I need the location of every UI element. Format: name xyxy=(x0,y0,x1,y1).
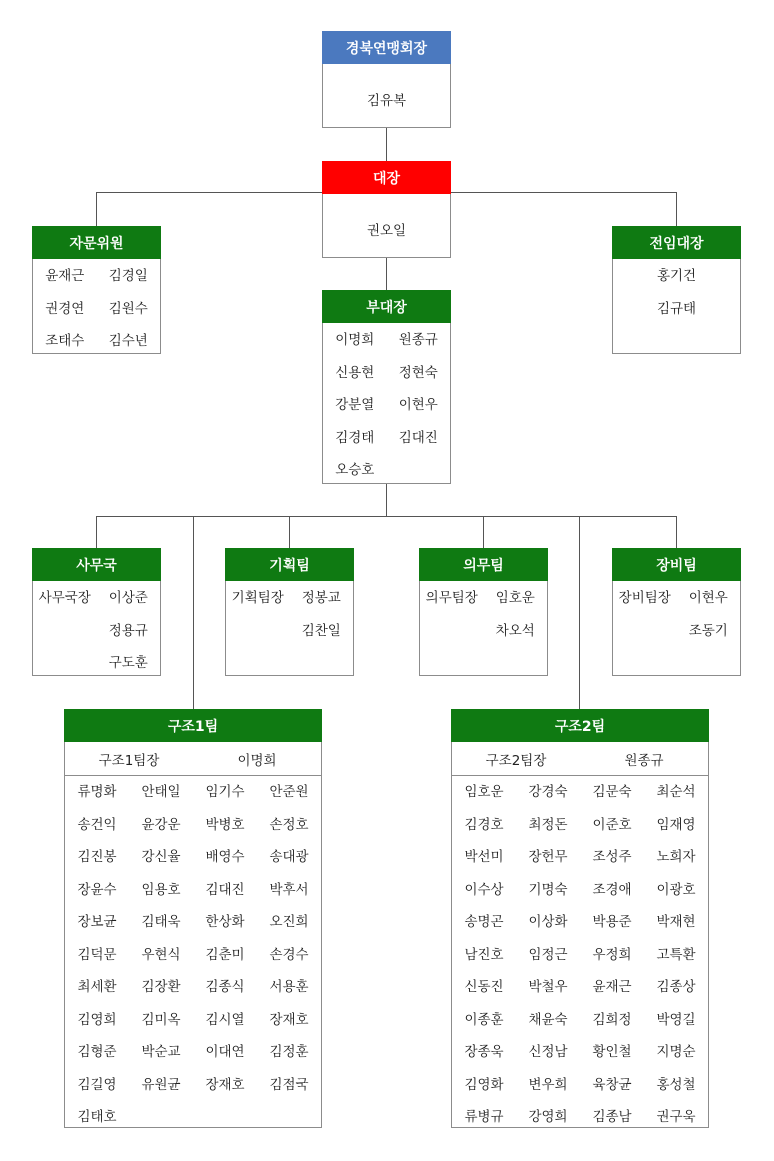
rescue1-member: 송건익 xyxy=(77,816,117,833)
connector-line xyxy=(96,192,97,227)
rescue2-member: 임호운 xyxy=(464,784,504,801)
connector-line xyxy=(676,192,677,227)
rescue2-member: 지명순 xyxy=(656,1044,696,1061)
rescue2-member: 장헌무 xyxy=(528,849,568,866)
president-name: 김유복 xyxy=(366,93,407,109)
connector-line xyxy=(386,128,387,162)
deputy-name: 신용현 xyxy=(335,364,375,381)
rescue2-member: 우정희 xyxy=(592,946,632,963)
rescue1-member: 김덕문 xyxy=(77,946,117,963)
rescue1-member: 김시열 xyxy=(205,1011,245,1028)
connector-line xyxy=(96,516,677,517)
full-time-box xyxy=(612,226,741,354)
rescue2-member: 강영희 xyxy=(528,1109,568,1126)
planning-cell: 김찬일 xyxy=(301,622,341,639)
rescue2-member: 이수상 xyxy=(464,881,504,898)
rescue2-member: 육창균 xyxy=(592,1076,632,1093)
admin-cell: 이상준 xyxy=(108,590,148,607)
rescue1-member: 유원균 xyxy=(141,1076,181,1093)
connector-line xyxy=(96,192,322,193)
rescue1-member: 안태일 xyxy=(141,784,181,801)
rescue2-member: 김희정 xyxy=(592,1011,632,1028)
rescue1-member: 손경수 xyxy=(269,946,309,963)
rescue2-member: 박용준 xyxy=(592,914,632,931)
planning-cell xyxy=(226,613,290,646)
rescue1-member: 오진희 xyxy=(269,914,309,931)
deputy-names xyxy=(323,322,450,485)
rescue1-member: 김진봉 xyxy=(77,849,117,866)
equipment-names xyxy=(613,580,740,645)
rescue1-member: 우현식 xyxy=(141,946,181,963)
rescue2-member: 김종남 xyxy=(592,1109,632,1126)
rescue2-lead-label: 구조2팀장 xyxy=(485,752,547,769)
rescue2-member: 이광호 xyxy=(656,881,696,898)
rescue2-member: 최정돈 xyxy=(528,816,568,833)
rescue2-member: 황인철 xyxy=(592,1044,632,1061)
rescue2-member: 김경호 xyxy=(464,816,504,833)
rescue1-member: 김형준 xyxy=(77,1044,117,1061)
rescue1-member: 배영수 xyxy=(205,849,245,866)
deputy-box xyxy=(322,290,451,484)
rescue2-member: 조성주 xyxy=(592,849,632,866)
leader-box xyxy=(322,161,451,258)
rescue1-member: 김미옥 xyxy=(141,1011,181,1028)
admin-box xyxy=(32,548,161,676)
rescue2-member: 장종욱 xyxy=(464,1044,504,1061)
connector-line xyxy=(289,516,290,548)
rescue1-member: 최세환 xyxy=(77,979,117,996)
rescue1-member: 박후서 xyxy=(269,881,309,898)
advisor-name: 김수년 xyxy=(108,333,148,350)
connector-line xyxy=(193,516,194,710)
deputy-title: 부대장 xyxy=(322,290,451,323)
deputy-name: 이현우 xyxy=(398,397,438,414)
deputy-name: 원종규 xyxy=(398,332,438,349)
rescue2-member: 박철우 xyxy=(528,979,568,996)
rescue2-member: 김종상 xyxy=(656,979,696,996)
rescue1-member: 류명화 xyxy=(77,784,117,801)
rescue1-lead-row xyxy=(65,742,321,776)
rescue2-lead-row xyxy=(452,742,708,776)
rescue1-box xyxy=(64,709,322,1128)
connector-line xyxy=(579,516,580,710)
rescue2-member: 채윤숙 xyxy=(528,1011,568,1028)
advisor-name: 김원수 xyxy=(108,300,148,317)
rescue1-member: 김대진 xyxy=(205,881,245,898)
rescue1-members xyxy=(65,774,321,1132)
rescue1-member: 김점국 xyxy=(269,1076,309,1093)
rescue2-member: 이준호 xyxy=(592,816,632,833)
connector-line xyxy=(386,258,387,290)
rescue1-member: 김춘미 xyxy=(205,946,245,963)
deputy-name: 정현숙 xyxy=(398,364,438,381)
rescue2-member: 남진호 xyxy=(464,946,504,963)
admin-cell xyxy=(33,613,97,646)
rescue2-member: 고특환 xyxy=(656,946,696,963)
rescue1-member: 박순교 xyxy=(141,1044,181,1061)
rescue2-member: 박선미 xyxy=(464,849,504,866)
leader-title: 대장 xyxy=(322,161,451,194)
rescue2-member: 류병규 xyxy=(464,1109,504,1126)
deputy-name: 오승호 xyxy=(335,462,375,479)
full-time-name: 김규태 xyxy=(656,300,697,317)
planning-names xyxy=(226,580,353,645)
rescue2-member: 임재영 xyxy=(656,816,696,833)
advisors-names xyxy=(33,258,160,356)
rescue1-member: 장보균 xyxy=(77,914,117,931)
rescue2-member: 권구욱 xyxy=(656,1109,696,1126)
rescue2-member: 이종훈 xyxy=(464,1011,504,1028)
rescue2-member: 송명곤 xyxy=(464,914,504,931)
rescue1-member: 김태호 xyxy=(77,1109,117,1126)
rescue1-member: 임기수 xyxy=(205,784,245,801)
rescue2-member: 윤재근 xyxy=(592,979,632,996)
deputy-name: 김대진 xyxy=(398,429,438,446)
equipment-box xyxy=(612,548,741,676)
admin-cell: 사무국장 xyxy=(38,590,91,607)
deputy-name: 이명희 xyxy=(335,332,375,349)
rescue2-member: 김영화 xyxy=(464,1076,504,1093)
rescue1-member: 임용호 xyxy=(141,881,181,898)
planning-box xyxy=(225,548,354,676)
advisor-name: 조태수 xyxy=(45,333,85,350)
medical-cell: 임호운 xyxy=(495,590,535,607)
rescue2-member: 박재현 xyxy=(656,914,696,931)
advisor-name: 윤재근 xyxy=(45,268,85,285)
admin-cell: 정용규 xyxy=(108,622,148,639)
connector-line xyxy=(483,516,484,548)
rescue1-title: 구조1팀 xyxy=(64,709,322,742)
rescue2-member: 홍성철 xyxy=(656,1076,696,1093)
rescue1-member: 이대연 xyxy=(205,1044,245,1061)
equipment-cell: 장비팀장 xyxy=(618,590,671,607)
rescue1-member: 김태욱 xyxy=(141,914,181,931)
rescue2-member: 임정근 xyxy=(528,946,568,963)
rescue1-member: 장재호 xyxy=(205,1076,245,1093)
medical-cell: 차오석 xyxy=(495,622,535,639)
rescue2-member: 이상화 xyxy=(528,914,568,931)
rescue2-member: 신동진 xyxy=(464,979,504,996)
rescue2-member: 박영길 xyxy=(656,1011,696,1028)
rescue2-member: 기명숙 xyxy=(528,881,568,898)
full-time-names xyxy=(613,258,740,323)
rescue1-member: 김장환 xyxy=(141,979,181,996)
rescue1-member: 송대광 xyxy=(269,849,309,866)
rescue2-box xyxy=(451,709,709,1128)
full-time-name: 홍기건 xyxy=(656,268,697,285)
planning-cell: 정봉교 xyxy=(301,590,341,607)
planning-title: 기획팀 xyxy=(225,548,354,581)
rescue2-member: 조경애 xyxy=(592,881,632,898)
deputy-name: 김경태 xyxy=(335,429,375,446)
advisors-title: 자문위원 xyxy=(32,226,161,259)
admin-title: 사무국 xyxy=(32,548,161,581)
rescue1-lead-label: 구조1팀장 xyxy=(98,752,160,769)
rescue1-member: 박병호 xyxy=(205,816,245,833)
rescue1-member: 김정훈 xyxy=(269,1044,309,1061)
deputy-name: 강분열 xyxy=(335,397,375,414)
medical-title: 의무팀 xyxy=(419,548,548,581)
rescue2-member: 최순석 xyxy=(656,784,696,801)
rescue1-member: 손정호 xyxy=(269,816,309,833)
rescue1-member: 김길영 xyxy=(77,1076,117,1093)
equipment-title: 장비팀 xyxy=(612,548,741,581)
equipment-cell: 조동기 xyxy=(688,622,728,639)
connector-line xyxy=(451,192,677,193)
rescue2-member: 변우희 xyxy=(528,1076,568,1093)
rescue1-member: 김종식 xyxy=(205,979,245,996)
rescue2-members xyxy=(452,774,708,1132)
equipment-cell: 이현우 xyxy=(688,590,728,607)
advisor-name: 권경연 xyxy=(45,300,85,317)
rescue2-lead-name: 원종규 xyxy=(624,752,664,769)
medical-cell xyxy=(420,613,484,646)
rescue1-member: 윤강운 xyxy=(141,816,181,833)
rescue1-member: 김영희 xyxy=(77,1011,117,1028)
president-box xyxy=(322,31,451,128)
planning-cell: 기획팀장 xyxy=(231,590,284,607)
rescue1-lead-name: 이명희 xyxy=(237,752,277,769)
rescue2-member: 강경숙 xyxy=(528,784,568,801)
rescue1-member: 강신율 xyxy=(141,849,181,866)
connector-line xyxy=(96,516,97,548)
full-time-title: 전임대장 xyxy=(612,226,741,259)
rescue1-member: 안준원 xyxy=(269,784,309,801)
president-title: 경북연맹회장 xyxy=(322,31,451,64)
leader-name: 권오일 xyxy=(366,223,407,239)
rescue1-member: 장윤수 xyxy=(77,881,117,898)
rescue2-member: 노희자 xyxy=(656,849,696,866)
rescue2-title: 구조2팀 xyxy=(451,709,709,742)
medical-cell: 의무팀장 xyxy=(425,590,478,607)
advisor-name: 김경일 xyxy=(108,268,148,285)
admin-names xyxy=(33,580,160,678)
rescue1-member: 장재호 xyxy=(269,1011,309,1028)
rescue1-member: 한상화 xyxy=(205,914,245,931)
rescue2-member: 신정남 xyxy=(528,1044,568,1061)
advisors-box xyxy=(32,226,161,354)
medical-box xyxy=(419,548,548,676)
rescue1-member: 서용훈 xyxy=(269,979,309,996)
admin-cell: 구도훈 xyxy=(108,655,148,672)
rescue2-member: 김문숙 xyxy=(592,784,632,801)
admin-cell xyxy=(33,645,97,678)
connector-line xyxy=(676,516,677,548)
connector-line xyxy=(386,484,387,516)
equipment-cell xyxy=(613,613,677,646)
medical-names xyxy=(420,580,547,645)
